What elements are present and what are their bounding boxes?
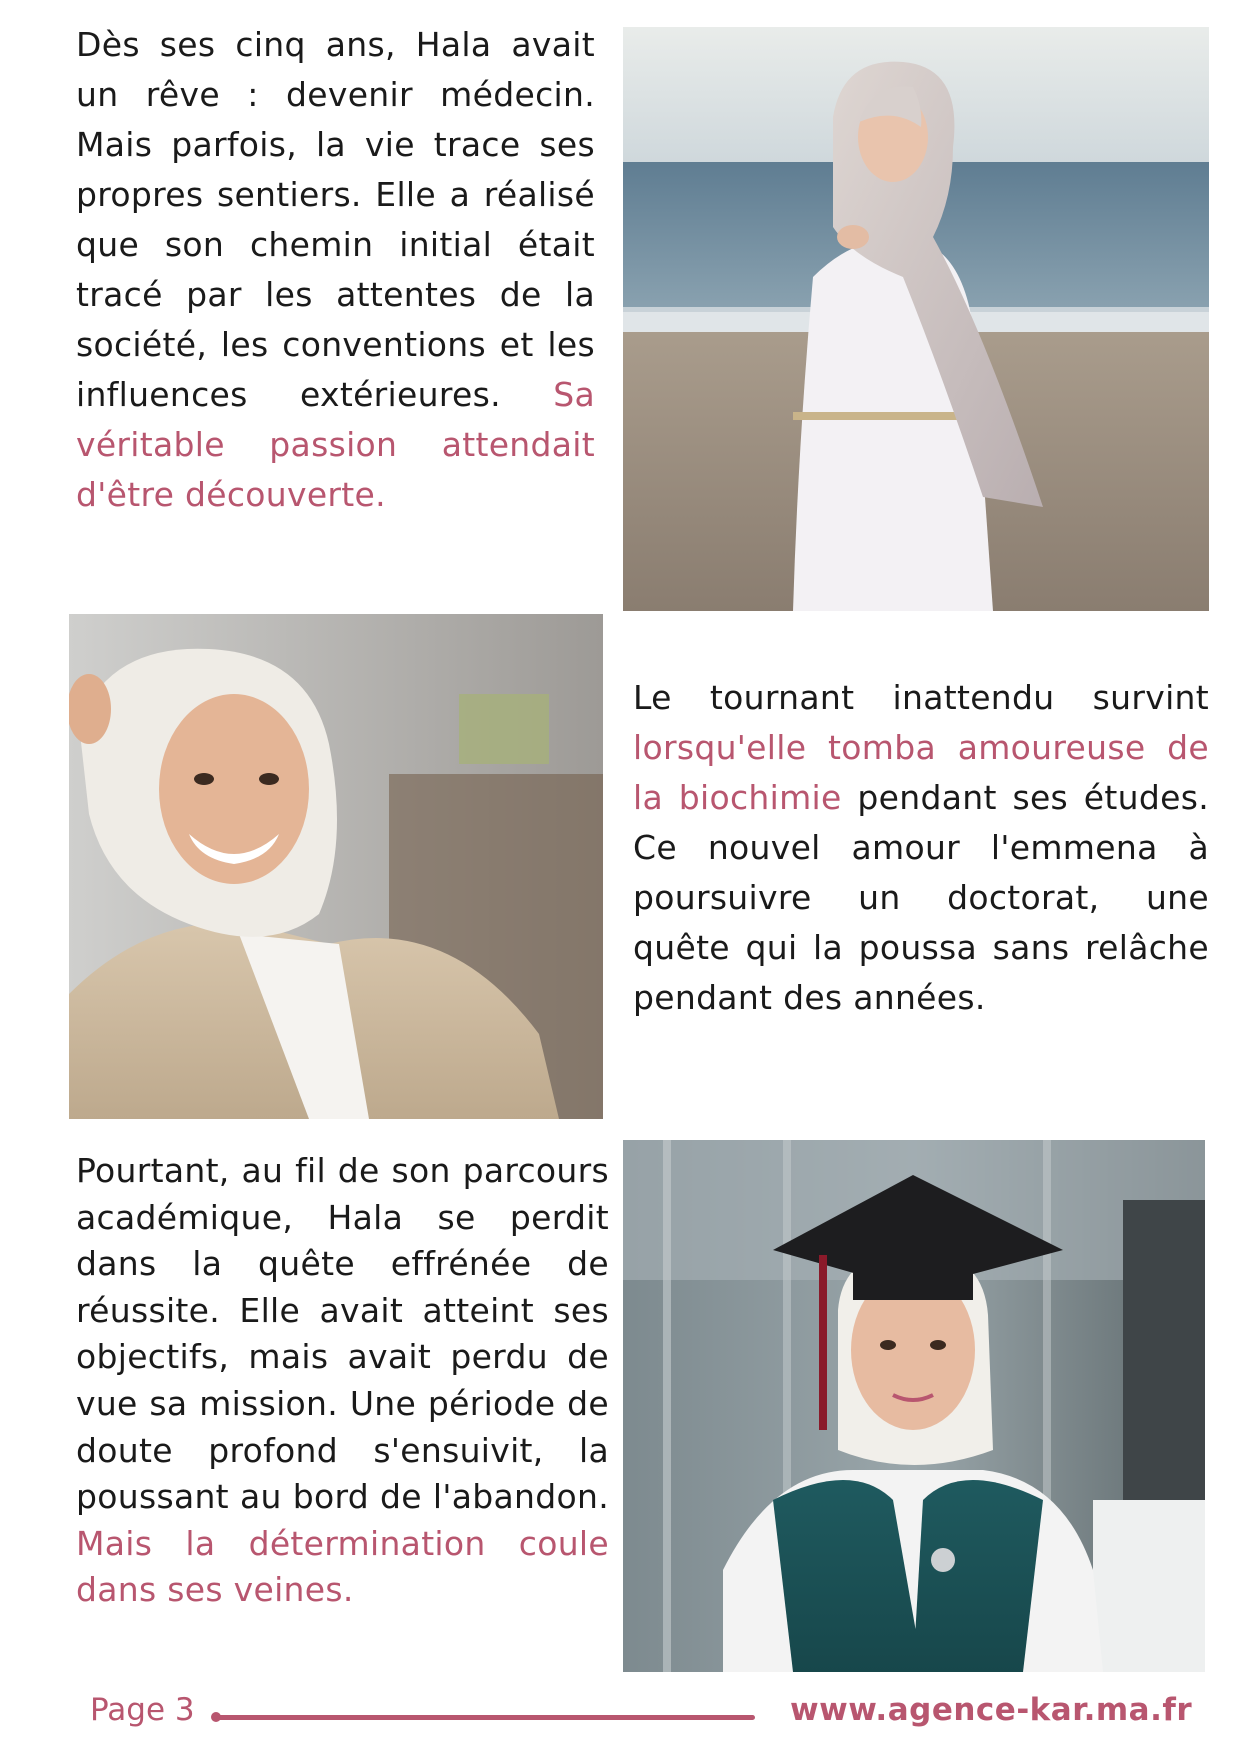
paragraph-highlight: lorsqu'elle tomba amoureuse de la biochimie xyxy=(633,728,1209,817)
paragraph-dream xyxy=(76,20,595,520)
photo-office-portrait xyxy=(69,614,603,1119)
photo-beach-portrait xyxy=(623,27,1209,611)
paragraph-doubt xyxy=(76,1148,609,1614)
paragraph-text: Dès ses cinq ans, Hala avait un rêve : devenir médecin. Mais parfois, la vie trace ses propres sentiers. Elle a réalisé que son chemin initial était tracé par les attentes de la société, les conventions et les influences extérieures. xyxy=(76,25,595,414)
paragraph-text: pendant ses études. Ce nouvel amour l'emmena à poursuivre un doctorat, une quête qui la poussa sans relâche pendant des années. xyxy=(633,778,1210,1017)
website-url: www.agence-kar.ma.fr xyxy=(790,1692,1193,1728)
paragraph-text: Pourtant, au fil de son parcours académique, Hala se perdit dans la quête effrénée de réussite. Elle avait atteint ses objectifs, mais avait perdu de vue sa mission. Une période de doute profond s'ensuivit, la poussant au bord de l'abandon. xyxy=(76,1151,609,1517)
footer-divider xyxy=(215,1715,755,1720)
paragraph-turning-point xyxy=(633,673,1209,1023)
paragraph-highlight: Sa véritable passion attendait d'être découverte. xyxy=(76,375,595,514)
paragraph-highlight: Mais la détermination coule dans ses veines. xyxy=(76,1523,609,1610)
paragraph-text: Le tournant inattendu survint xyxy=(633,678,1209,717)
page-number: Page 3 xyxy=(90,1692,195,1728)
photo-graduation-portrait xyxy=(623,1140,1205,1672)
